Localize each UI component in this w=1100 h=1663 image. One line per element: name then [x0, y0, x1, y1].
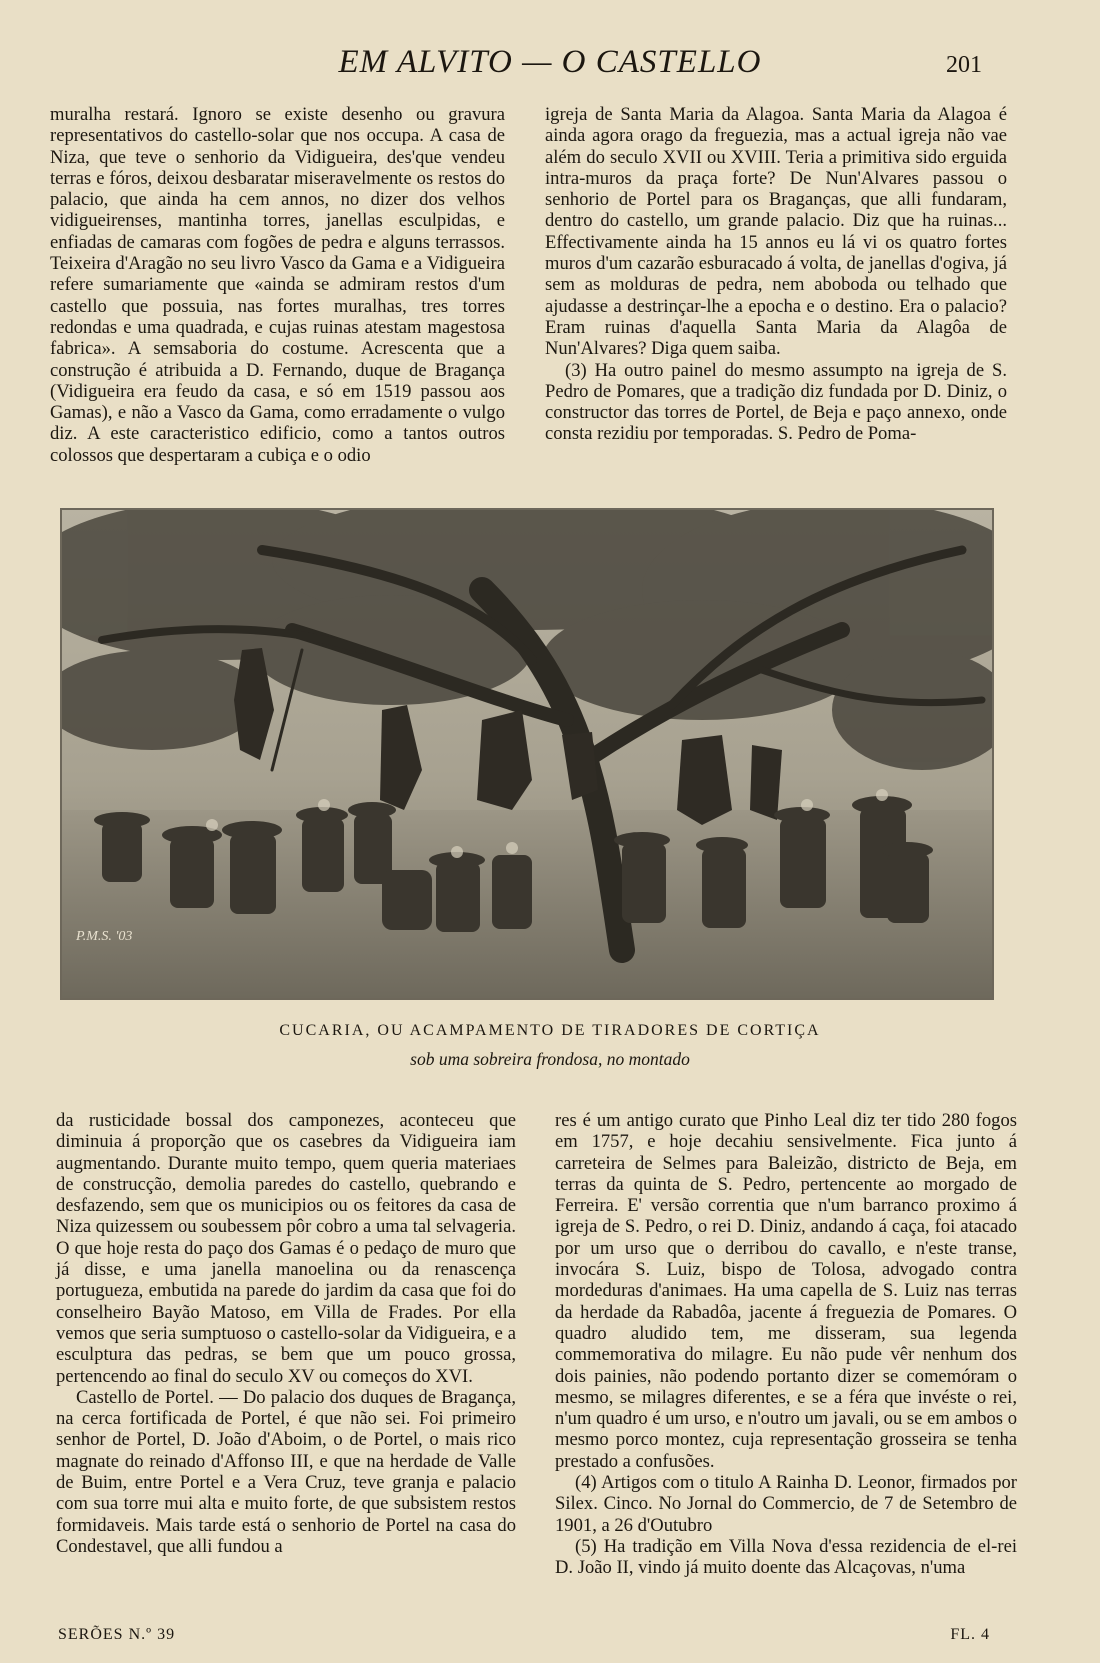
top-left-column [50, 104, 505, 466]
bottom-left-column [56, 1110, 516, 1557]
bottom-right-column [555, 1110, 1017, 1579]
figure-caption-title: CUCARIA, OU ACAMPAMENTO DE TIRADORES DE CORTIÇA [279, 1022, 821, 1039]
figure-caption-subtitle: sob uma sobreira frondosa, no montado [410, 1049, 690, 1069]
cork-camp-photograph [62, 510, 992, 998]
page-number: 201 [946, 52, 982, 78]
footnote-3: (3) Ha outro painel do mesmo assumpto na igreja de S. Pedro de Pomares, que a tradição diz fundada por D. Diniz, o constructor das torres de Portel, de Beja e paço annexo, onde consta rezidiu por temporadas. S. Pedro de Poma- [545, 359, 1007, 445]
paragraph: igreja de Santa Maria da Alagoa. Santa Maria da Alagoa é ainda agora orago da freguezia, mas a actual igreja não vae além do seculo XVII ou XVIII. Teria a primitiva sido erguida intra-muros da praça forte? De Nun'Alvares passou o senhorio de Portel para os Braganças, que alli fundaram, dentro do castello, um grande palacio. Diz que ha ruinas... Effectivamente ainda ha 15 annos eu lá vi os quatro fortes muros d'um cazarão esburacado á volta, de janellas d'ogiva, já sem as molduras de pedra, nem aboboda ou telhado que ajudasse a destrinçar-lhe a epocha e o destino. Era o palacio? Eram ruinas d'aquella Santa Maria da Alagôa de Nun'Alvares? Diga quem saiba. [545, 104, 1007, 360]
footnote-4: (4) Artigos com o titulo A Rainha D. Leonor, firmados por Silex. Cinco. No Jornal do Commercio, de 7 de Setembro de 1901, a 26 d'Outubro [555, 1472, 1017, 1536]
paragraph: res é um antigo curato que Pinho Leal diz ter tido 280 fogos em 1757, e hoje decahiu sensivelmente. Fica junto á carreteira de Selmes para Baleizão, districto de Beja, em terras da quinta de S. Pedro, pertencente ao morgado de Ferreira. E' versão correntia que n'um barranco proximo á igreja de S. Pedro, o rei D. Diniz, andando á caça, foi atacado por um urso que o derribou do cavallo, e n'este transe, invocára S. Luiz, bispo de Tolosa, advogado contra mordeduras d'animaes. Ha uma capella de S. Luiz nas terras da herdade da Rabadôa, jacente á freguezia de Pomares. O quadro aludido tem, me disseram, sua legenda commemorativa do milagre. Eu não pude vêr nenhum dos dois painies, não podendo portanto dizer se comemóram o mesmo, se milagres diferentes, e se a féra que invéste o rei, n'um quadro é um urso, e n'outro um javali, ou se em ambos o mesmo porco montez, cuja representação grosseira se tenha prestado a confusões. [555, 1110, 1017, 1472]
running-title: EM ALVITO — O CASTELLO [338, 44, 762, 80]
photo-signature: P.M.S. '03 [76, 929, 133, 944]
footer-sheet: FL. 4 [950, 1626, 990, 1643]
top-right-column [545, 104, 1007, 445]
paragraph: muralha restará. Ignoro se existe desenho ou gravura representativos do castello-solar que nos occupa. A casa de Niza, que teve o senhorio da Vidigueira, des'que vendeu terras e fóros, deixou desbaratar miseravelmente os restos do palacio, que ainda ha cem annos, no dizer dos velhos vidigueirenses, mantinha torres, janellas esculpidas, e enfiadas de camaras com fogões de pedra e alguns terrassos. Teixeira d'Aragão no seu livro Vasco da Gama e a Vidigueira refere sumariamente que «ainda se admiram restos d'um castello que possuia, nas fortes muralhas, tres torres redondas e uma quadrada, e cujas ruinas atestam magestosa fabrica». A semsaboria do costume. Acrescenta que a construção é atribuida a D. Fernando, duque de Bragança (Vidigueira era feudo da casa, e só em 1519 passou aos Gamas), e não a Vasco da Gama, como erradamente o vulgo diz. A este caracteristico edificio, como a tantos outros colossos que despertaram a cubiça e o odio [50, 104, 505, 466]
footnote-5: (5) Ha tradição em Villa Nova d'essa rezidencia de el-rei D. João II, vindo já muito doente das Alcaçovas, n'uma [555, 1535, 1017, 1579]
footer-issue: SERÕES N.º 39 [58, 1626, 176, 1643]
paragraph: Castello de Portel. — Do palacio dos duques de Bragança, na cerca fortificada de Portel, é que não sei. Foi primeiro senhor de Portel, D. João d'Aboim, o de Portel, o mais rico magnate do reinado d'Affonso III, e que na herdade de Valle de Buim, entre Portel e a Vera Cruz, teve granja e palacio com sua torre mui alta e muito forte, de que subsistem restos formidaveis. Mais tarde está o senhorio de Portel na casa do Condestavel, que alli fundou a [56, 1386, 516, 1557]
paragraph: da rusticidade bossal dos camponezes, aconteceu que diminuia á proporção que os casebres da Vidigueira iam augmentando. Durante muito tempo, quem queria materiaes de construcção, demolia paredes do castello, quebrando e desfazendo, sem que os municipios ou os feitores da casa de Niza quizessem ou soubessem pôr cobro a uma tal selvageria. O que hoje resta do paço dos Gamas é o pedaço de muro que já disse, e uma janella manoelina ou da renascença portugueza, embutida na parede do jardim da casa que foi do conselheiro Bayão Matoso, em Villa de Frades. Por ella vemos que seria sumptuoso o castello-solar da Vidigueira, e a esculptura das pedras, se bem que um pouco grossa, pertencendo ao final do seculo XV ou começos do XVI. [56, 1110, 516, 1387]
